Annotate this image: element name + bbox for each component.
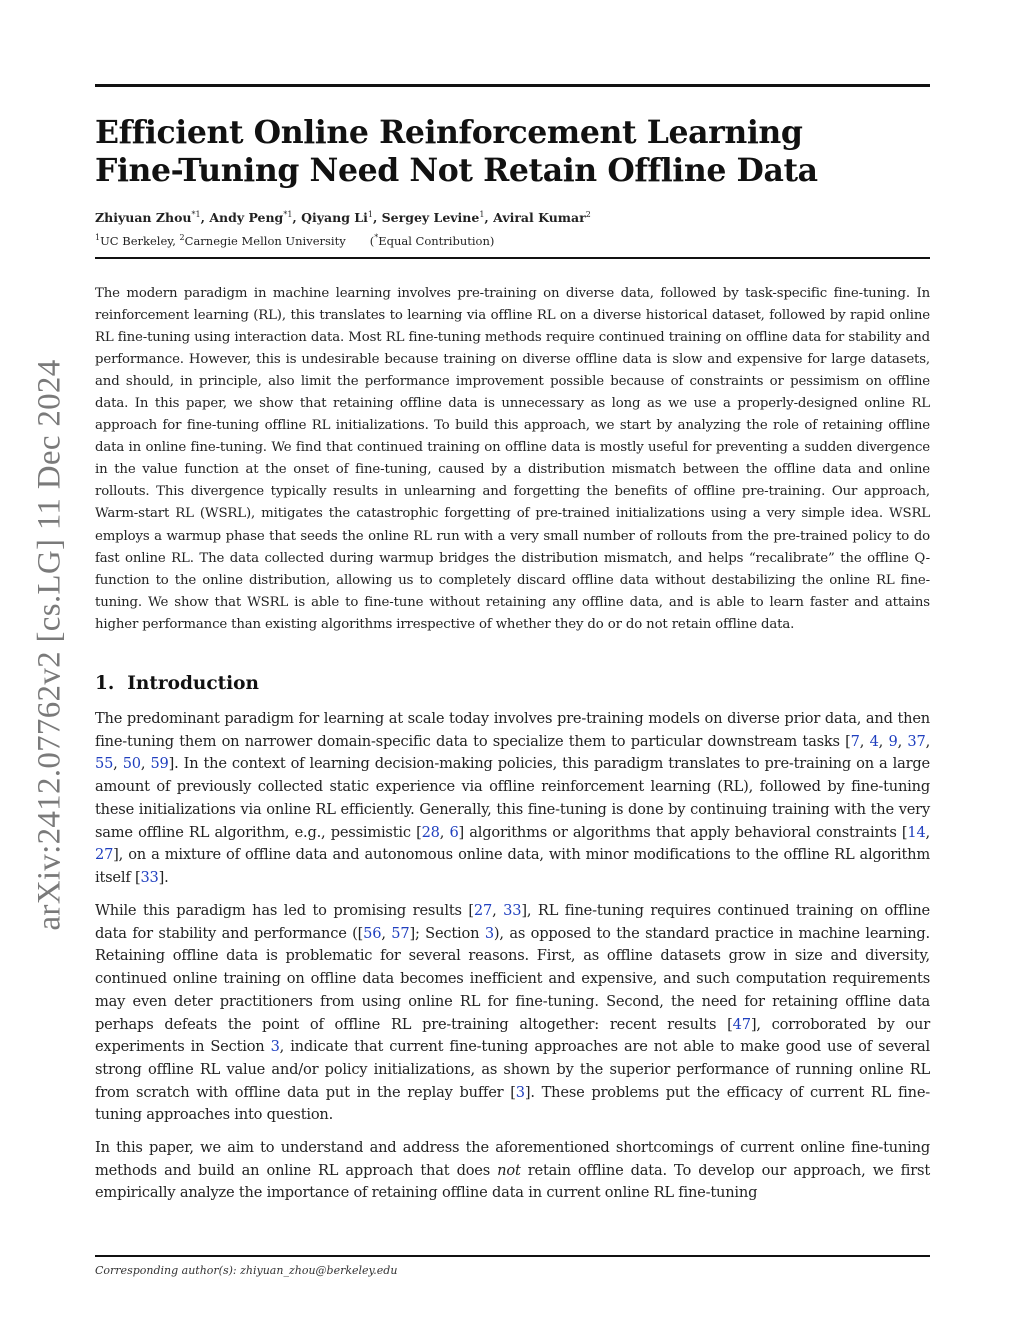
footer-divider — [95, 1255, 930, 1257]
paragraph-text: retain offline data. To develop our approach, we first empirically analyze the importance of retaining offline data in current online RL fine-tuning — [95, 1161, 930, 1202]
citation-link[interactable]: 47 — [732, 1015, 751, 1033]
paragraph-text: , — [897, 732, 908, 750]
author-affiliation-mark: 1 — [479, 210, 485, 219]
affiliation-cmu: Carnegie Mellon University — [184, 233, 346, 248]
title-line-1: Efficient Online Reinforcement Learning — [95, 114, 803, 151]
citation-link[interactable]: 9 — [888, 732, 898, 750]
intro-paragraph-3 — [95, 1137, 930, 1205]
paragraph-text: In this paper, we aim to understand and address the aforementioned shortcomings of current online fine-tuning methods and build an online RL approach that does — [95, 1139, 930, 1179]
citation-link[interactable]: 27 — [473, 902, 493, 919]
paragraph-text: ), as opposed to the standard practice in machine learning. Retaining offline data is problematic for several reasons. First, as offline datasets grow in size and diversity, continued online training on offline data becomes inefficient and expensive, and such computation requirements may even deter practitioners from using online RL for fine-tuning. Second, the need for retaining offline data perhaps defeats the point of offline RL pre-training altogether: recent results [ — [95, 924, 930, 1033]
citation-link[interactable]: 4 — [869, 732, 879, 750]
equal-contribution-note: Equal Contribution) — [378, 233, 495, 248]
paragraph-text: ]. These problems put the efficacy of current RL fine-tuning approaches into question. — [95, 1083, 930, 1124]
paragraph-text: , — [492, 902, 504, 919]
paragraph-text: , — [925, 732, 931, 750]
paragraph-text: , — [878, 732, 889, 750]
affiliation-mark-2: 2 — [179, 233, 185, 242]
citation-link[interactable]: 3 — [484, 924, 494, 942]
paper-title — [95, 114, 935, 190]
paragraph-text: ]; Section — [409, 924, 485, 942]
paragraph-text: , — [381, 924, 392, 942]
paragraph-text: , indicate that current fine-tuning approaches are not able to make good use of several strong offline RL value and/or policy initializations, as shown by the superior performance of running online RL from scratch with offline data put in the replay buffer [ — [95, 1038, 930, 1101]
affiliations — [95, 233, 494, 248]
citation-link[interactable]: 57 — [391, 924, 410, 942]
paragraph-text: The predominant paradigm for learning at scale today involves pre-training models on diverse prior data, and then fine-tuning them on narrower domain-specific data to specialize them to particular downstream tasks [ — [95, 710, 930, 750]
section-number: 1. — [95, 673, 115, 694]
paragraph-text: , — [925, 823, 930, 841]
emphasis-text: not — [497, 1161, 521, 1179]
citation-link[interactable]: 3 — [515, 1083, 525, 1101]
paragraph-text: ]. In the context of learning decision-making policies, this paradigm translates to pre-training on a large amount of previously collected static experience via offline reinforcement learning (RL), followed by fine-tuning these initializations via online RL efficiently. Generally, this fine-tuning is done by continuing training with the very same offline RL algorithm, e.g., pessimistic [ — [95, 755, 930, 841]
top-rule — [95, 84, 930, 87]
author-affiliation-mark: 2 — [585, 210, 591, 219]
equal-contribution-mark: * — [374, 233, 379, 242]
citation-link[interactable]: 3 — [270, 1038, 280, 1056]
citation-link[interactable]: 28 — [421, 823, 440, 841]
affiliation-mark-1: 1 — [95, 233, 101, 242]
citation-link[interactable]: 6 — [449, 823, 459, 841]
citation-link[interactable]: 56 — [363, 924, 382, 942]
paragraph-text: ], on a mixture of offline data and autonomous online data, with minor modifications to the offline RL algorithm itself [ — [95, 846, 930, 886]
author-name: Aviral Kumar — [493, 210, 586, 226]
paragraph-text: ] algorithms or algorithms that apply behavioral constraints [ — [458, 823, 908, 841]
paragraph-text: ], RL fine-tuning requires continued training on offline data for stability and performance ([ — [95, 902, 930, 942]
author-affiliation-mark: 1 — [367, 210, 373, 219]
citation-link[interactable]: 14 — [907, 823, 926, 841]
affiliation-berkeley: UC Berkeley, — [100, 233, 180, 248]
author-list: Zhiyuan Zhou$^{*1}$, Andy Peng$^{*1}$, Qiyang Li$^1$, Sergey Levine$^1$, Aviral Kumar$^2$ — [95, 210, 591, 226]
header-divider — [95, 257, 930, 259]
paragraph-text: ], corroborated by our experiments in Section — [95, 1015, 930, 1056]
section-heading — [95, 673, 259, 694]
citation-link[interactable]: 55 — [95, 755, 114, 773]
intro-paragraph-1 — [95, 708, 930, 890]
author-name: Andy Peng — [209, 210, 284, 226]
section-title: Introduction — [127, 673, 259, 694]
arxiv-identifier[interactable]: arXiv:2412.07762v2 [cs.LG] 11 Dec 2024 — [31, 359, 68, 931]
citation-link[interactable]: 37 — [907, 732, 926, 750]
intro-paragraph-2 — [95, 900, 930, 1127]
citation-link[interactable]: 27 — [95, 846, 114, 864]
author-name: Zhiyuan Zhou — [95, 210, 192, 226]
author-name: Qiyang Li — [301, 210, 368, 226]
paragraph-text: , — [140, 755, 151, 773]
corresponding-author-footnote: Corresponding author(s): zhiyuan_zhou@berkeley.edu — [95, 1264, 398, 1277]
equal-contribution-open: ( — [369, 233, 375, 248]
author-name: Sergey Levine — [381, 210, 480, 226]
citation-link[interactable]: 50 — [122, 755, 141, 773]
title-line-2: Fine-Tuning Need Not Retain Offline Data — [95, 152, 818, 189]
paragraph-text: , — [439, 823, 450, 841]
paragraph-text: , — [859, 732, 870, 750]
author-affiliation-mark: *1 — [191, 210, 201, 219]
citation-link[interactable]: 33 — [503, 902, 522, 919]
paragraph-text: , — [113, 755, 123, 773]
abstract: The modern paradigm in machine learning involves pre-training on diverse data, followed by task-specific fine-tuning. In reinforcement learning (RL), this translates to learning via offline RL on a diverse historical dataset, followed by rapid online RL fine-tuning using interaction data. Most RL fine-tuning methods require continued training on offline data for stability and performance. However, this is undesirable because training on diverse offline data is slow and expensive for large datasets, and should, in principle, also limit the performance improvement possible because of constraints or pessimism on offline data. In this paper, we show that retaining offline data is unnecessary as long as we use a properly-designed online RL approach for fine-tuning offline RL initializations. To build this approach, we start by analyzing the role of retaining offline data in online fine-tuning. We find that continued training on offline data is mostly useful for preventing a sudden divergence in the value function at the onset of fine-tuning, caused by a distribution mismatch between the offline data and online rollouts. This divergence typically results in unlearning and forgetting the benefits of offline pre-training. Our approach, Warm-start RL (WSRL), mitigates the catastrophic forgetting of pre-trained initializations using a very simple idea. WSRL employs a warmup phase that seeds the online RL run with a very small number of rollouts from the pre-trained policy to do fast online RL. The data collected during warmup bridges the distribution mismatch, and helps “recalibrate” the offline Q-function to the online distribution, allowing us to completely discard offline data without destabilizing the online RL fine-tuning. We show that WSRL is able to fine-tune without retaining any offline data, and is able to learn faster and attains higher performance than existing algorithms irrespective of whether they do or do not retain offline data. — [95, 286, 930, 632]
paragraph-text: While this paradigm has led to promising results [ — [95, 902, 474, 919]
citation-link[interactable]: 33 — [140, 868, 159, 886]
citation-link[interactable]: 59 — [150, 755, 169, 773]
paragraph-text: ]. — [158, 868, 169, 886]
citation-link[interactable]: 7 — [850, 732, 860, 750]
author-affiliation-mark: *1 — [283, 210, 293, 219]
